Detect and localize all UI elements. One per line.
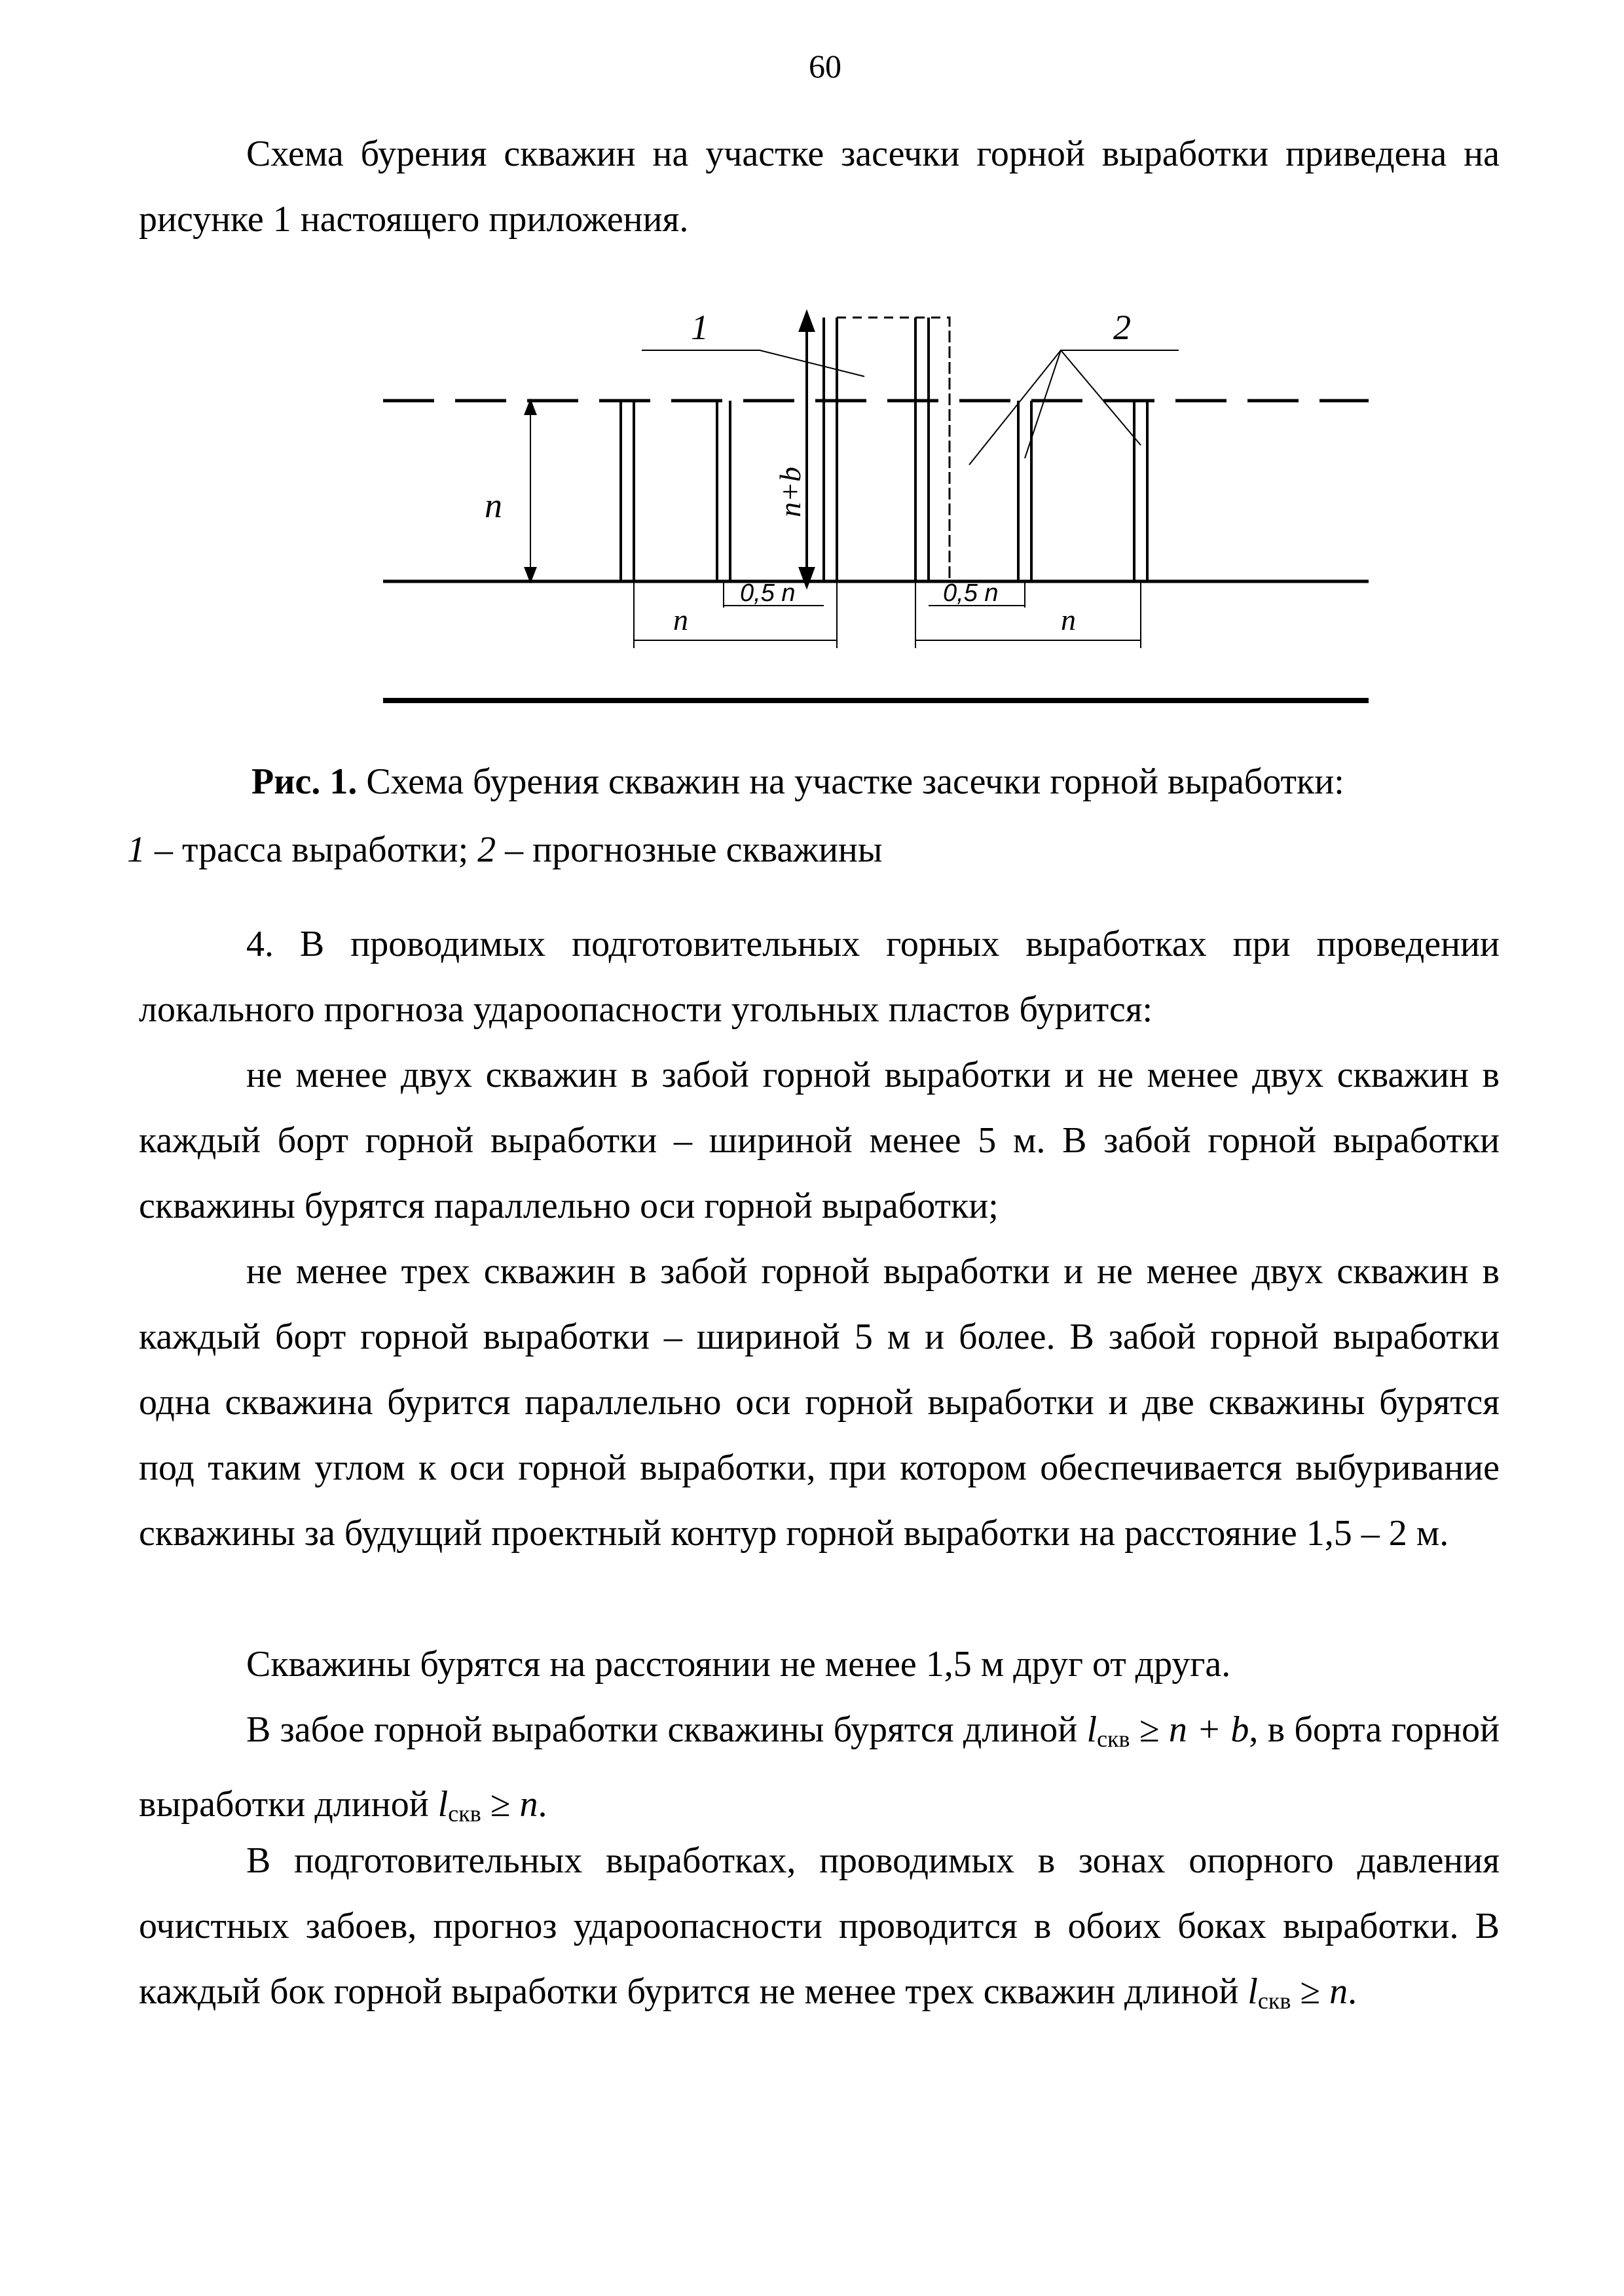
figure-label-1: 1 [691, 308, 709, 347]
intro-paragraph: Схема бурения скважин на участке засечки горной выработки приведена на рисунке 1 настоящего приложения. [139, 134, 1500, 240]
caption-item-2-num: 2 [477, 829, 496, 870]
paragraph-7: Скважины бурятся на расстоянии не менее 1,5 м друг от друга. [246, 1644, 1231, 1685]
dim-label-n-bottom-right: n [1061, 603, 1076, 636]
face-borehole-2 [915, 318, 929, 401]
paragraph-5: не менее двух скважин в забой горной выработки и не менее двух скважин в каждый борт горной выработки – шириной менее 5 м. В забой горной выработки скважины бурятся параллельно оси горной выработки; [139, 1055, 1500, 1226]
page-number: 60 [809, 48, 841, 84]
borehole-6 [1134, 401, 1147, 581]
borehole-3 [824, 401, 837, 581]
figure-label-2: 2 [1113, 308, 1131, 347]
borehole-5 [1018, 401, 1031, 581]
face-borehole-1 [824, 318, 837, 401]
projected-contour [837, 318, 950, 581]
paragraph-9: В подготовительных выработках, проводимых в зонах опорного давления очистных забоев, прогноз удароопасности проводится в обоих боках выработки. В каждый бок горной выработки бурится не менее трех скважин длиной $l_{скв} \ge n$. [139, 1840, 1500, 2014]
caption-item-2-text: – прогнозные скважины [496, 829, 883, 870]
paragraph-6: не менее трех скважин в забой горной выработки и не менее двух скважин в каждый борт горной выработки – шириной 5 м и более. В забой горной выработки одна скважина бурится параллельно оси горной выработки и две скважины бурятся под таким углом к оси горной выработки, при котором обеспечивается выбуривание скважины за будущий проектный контур горной выработки на расстояние 1,5 – 2 м. [139, 1251, 1500, 1554]
caption-title: Схема бурения скважин на участке засечки горной выработки: [357, 761, 1344, 802]
paragraph-8: В забое горной выработки скважины бурятся длиной $l_{скв} \ge n + b$, в борта горной выработки длиной $l_{скв} \ge n$. [139, 1709, 1500, 1827]
dim-label-n-bottom-left: n [673, 603, 688, 636]
dim-label-n-plus-b: n+b [773, 466, 807, 517]
dim-label-half-n-right: 0,5 n [943, 579, 999, 607]
borehole-4 [915, 401, 929, 581]
leader-label-2c [1061, 350, 1141, 445]
leader-label-1 [642, 350, 864, 376]
caption-item-1-num: 1 [127, 829, 145, 870]
dim-label-n-left: n [485, 486, 502, 525]
borehole-1 [621, 401, 634, 581]
dim-label-half-n-left: 0,5 n [740, 579, 796, 607]
borehole-2 [717, 401, 730, 581]
paragraph-4: 4. В проводимых подготовительных горных выработках при проведении локального прогноза удароопасности угольных пластов бурится: [139, 924, 1500, 1030]
figure-caption [127, 748, 1502, 884]
caption-label: Рис. 1. [251, 761, 358, 802]
caption-item-1-text: – трасса выработки; [145, 829, 478, 870]
